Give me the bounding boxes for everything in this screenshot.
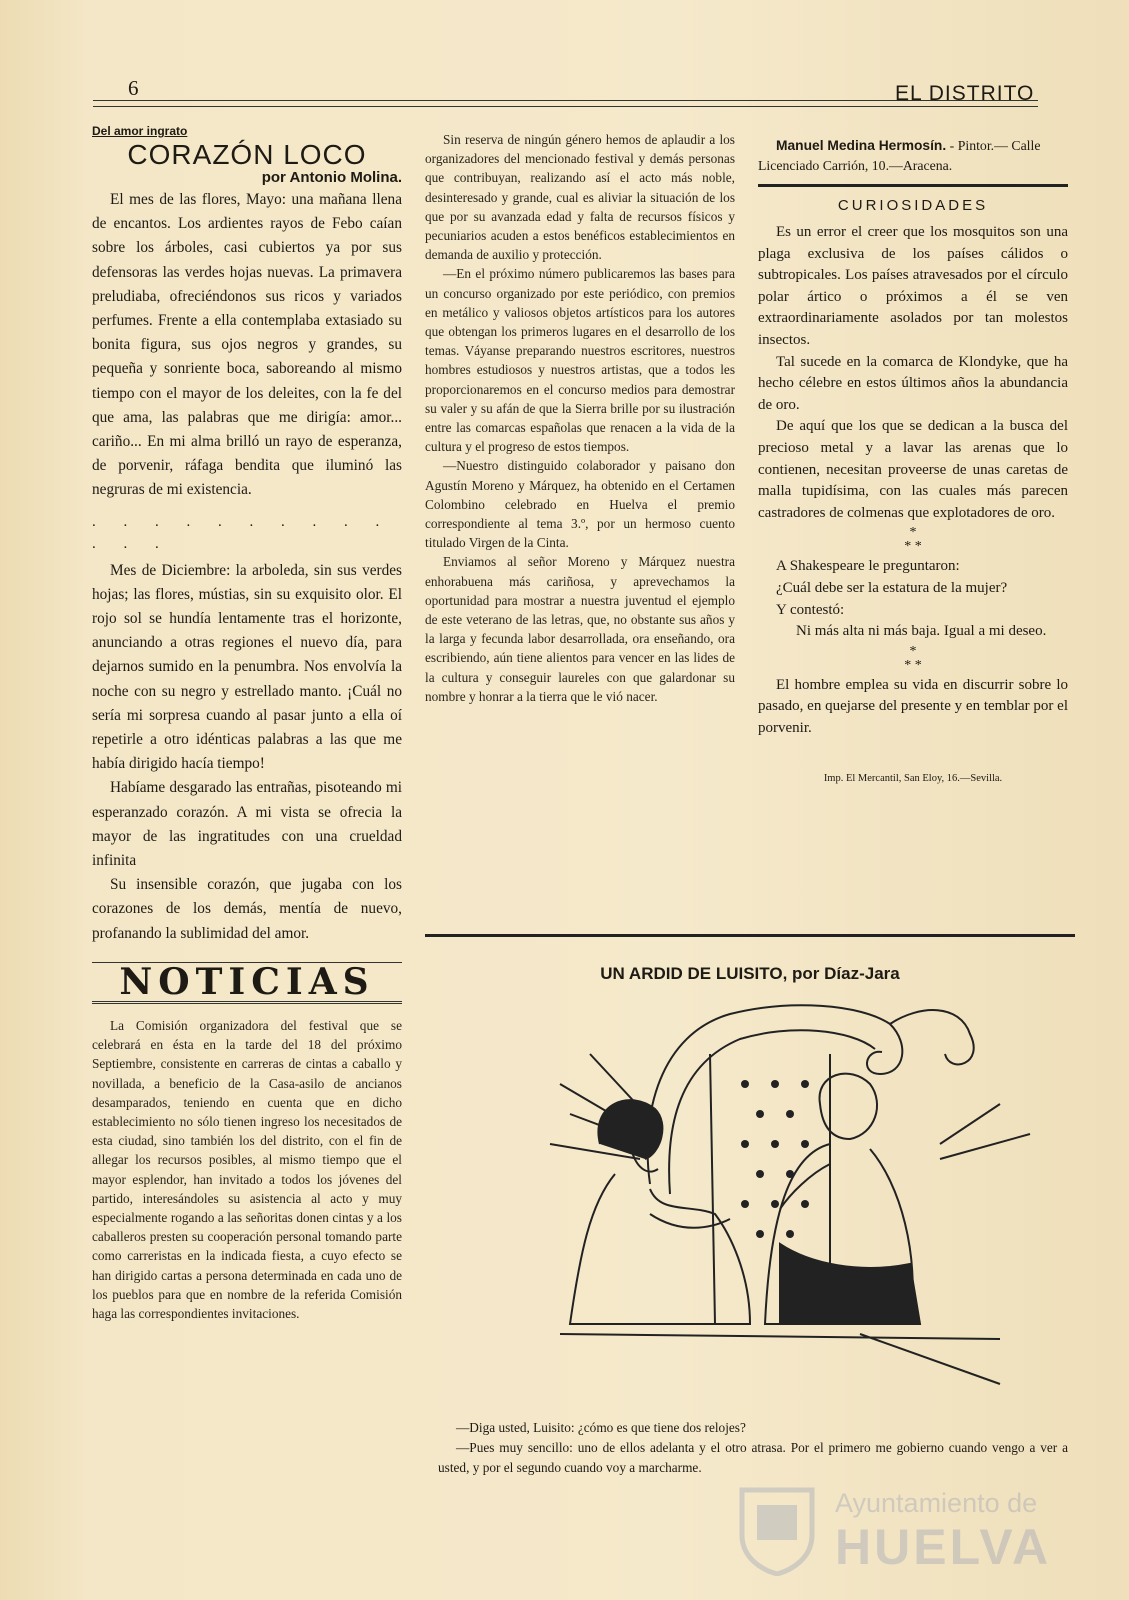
woman-hair <box>598 1100 662 1159</box>
caption-line: —Pues muy sencillo: uno de ellos adelanta y el otro atrasa. Por el primero me gobierno cuando vengo a ver a usted, y por el segundo cuando voy a marcharme. <box>438 1440 1068 1475</box>
header-rule <box>93 100 1038 107</box>
curiosity-item: Es un error el creer que los mosquitos son una plaga exclusiva de los países cálidos o subtropicales. Los países atravesados por el círculo polar ártico o próximos a él se ven extraordinariamente asolados por tan molestos insectos. <box>758 224 1068 348</box>
news-signature <box>758 136 1068 176</box>
article-paragraph: El mes de las flores, Mayo: una mañana llena de encantos. Los ardientes rayos de Febo caían sobre los árboles, casi cubiertos ya por sus defensoras las verdes hojas nuevas. La primavera preludiaba, ofreciéndonos sus ricos y variados perfumes. Frente a ella contemplaba extasiado su bonita figura, sus ojos negros y grandes, su pequeña y sonriente boca, saboreando al mismo tiempo con el mayor de los deleites, con la fe del que ama, las palabras que me dirigía: amor... cariño... En mi alma brilló un rayo de esperanza, de porvenir, ráfaga bendita que iluminó las negruras de mi existencia. <box>92 191 402 499</box>
news-paragraph: La Comisión organizadora del festival que se celebrará en ésta en la tarde del 18 del próximo Septiembre, consistente en carreras de cintas a caballo y novillada, a beneficio de la Casa-asilo de ancianos desamparados, teniendo en cuenta que en dicho establecimiento no sólo tienen ingreso los necesitados de esta ciudad, sino también los del distrito, con el fin de allegar los recursos posibles, al mismo tiempo que el mayor esplendor, han invitado a todos los jóvenes del partido, interesándoles su asistencia al acto y muy especialmente rogando a las señoritas donen cintas y a los caballeros presten su cooperación personal tomando parte como carreristas en la indicada fiesta, a cuyo efecto se han dirigido cartas a persona determinada en cada uno de los pueblos para que en nombre de la referida Comisión haga las correspondientes invitaciones. <box>92 1017 402 1321</box>
star-separator <box>758 526 1068 554</box>
watermark <box>720 1480 1060 1576</box>
article-paragraph: Su insensible corazón, que jugaba con los corazones de los demás, mentía de nuevo, profanando la sublimidad del amor. <box>92 876 402 942</box>
column-2 <box>425 130 735 706</box>
floor-line <box>560 1334 1000 1339</box>
chair-post <box>710 1054 715 1324</box>
woman-arm <box>650 1214 730 1228</box>
star-mark: * <box>909 643 917 659</box>
column-1 <box>92 124 402 1323</box>
signature-detail: - Pintor.— Calle Licenciado Carrión, 10.—Aracena. <box>758 138 1041 173</box>
article-byline: por Antonio Molina. <box>261 169 402 186</box>
chair-flowers <box>741 1080 809 1238</box>
news-paragraph: —Nuestro distinguido colaborador y paisano don Agustín Moreno y Márquez, ha obtenido en el Certamen Colombino celebrado en Huelva el premio correspondiente al tema 3.º, por un hermoso cuento titulado Virgen de la Cinta. <box>425 458 735 551</box>
shakespeare-line: A Shakespeare le preguntaron: <box>776 558 960 575</box>
star-mark: * <box>909 525 917 541</box>
shakespeare-line: Ni más alta ni más baja. Igual a mi deseo. <box>796 623 1047 640</box>
chair-frame <box>669 1030 875 1194</box>
page-number: 6 <box>128 76 139 100</box>
section-rule <box>758 184 1068 187</box>
curiosity-item: De aquí que los que se dedican a la busca del precioso metal y a lavar las arenas que lo contienen, necesitan proveerse de unas caretas de malla tupidísima, con las cuales más parecen castradores de colmenas que explotadores de oro. <box>758 418 1068 521</box>
curiosidades-heading: CURIOSIDADES <box>837 197 989 214</box>
coat-of-arms-icon <box>732 1480 822 1576</box>
shakespeare-line: ¿Cuál debe ser la estatura de la mujer? <box>776 579 1008 596</box>
article-kicker: Del amor ingrato <box>92 124 188 138</box>
star-pair: * * <box>904 539 922 555</box>
star-pair: * * <box>904 657 922 673</box>
cartoon-title: UN ARDID DE LUISITO, por Díaz-Jara <box>600 964 900 983</box>
noticias-heading: NOTICIAS <box>92 962 402 1004</box>
watermark-line1: Ayuntamiento de <box>835 1488 1038 1518</box>
article-title: CORAZÓN LOCO <box>127 139 367 170</box>
caption-line: —Diga usted, Luisito: ¿cómo es que tiene dos relojes? <box>456 1420 746 1435</box>
curiosity-item: Tal sucede en la comarca de Klondyke, que ha hecho célebre en estos últimos años la abundancia de oro. <box>758 353 1068 413</box>
publication-title: EL DISTRITO <box>895 82 1035 105</box>
man-suit <box>780 1244 920 1324</box>
signature-name: Manuel Medina Hermosín. <box>776 138 947 153</box>
star-separator <box>758 645 1068 673</box>
curiosity-item: El hombre emplea su vida en discurrir sobre lo pasado, en quejarse del presente y en temblar por el porvenir. <box>758 676 1068 736</box>
news-paragraph: Sin reserva de ningún género hemos de aplaudir a los organizadores del mencionado festival y demás personas que contribuyan, realizando así el acto más noble, desinteresado y grande, cual es aliviar la situación de los que por su avanzada edad y falta de recursos físicos y pecuniarios acuden a estos benéficos establecimientos en demanda de auxilio y protección. <box>425 132 735 263</box>
man-head <box>820 1074 878 1139</box>
chair-scroll <box>867 1024 902 1074</box>
cartoon-illustration <box>530 994 1060 1406</box>
news-paragraph: Enviamos al señor Moreno y Márquez nuestra enhorabuena más cariñosa, y aprevechamos la oportunidad para mostrar a nuestra juventud el ejemplo de este veterano de las letras, que, no obstante sus años y la larga y fecunda labor desarrollada, ora enseñando, ora escribiendo, aún tiene alientos para vencer en las lides de la cultura y conseguir laureles con que galardonar su nombre y honrar a la tierra que le vió nacer. <box>425 554 735 704</box>
article-paragraph: Mes de Diciembre: la arboleda, sin sus verdes hojas; las flores, mústias, sin su exquisito olor. El rojo sol se hundía lentamente tras el horizonte, anunciando a otras regiones el nuevo día, para dejarnos sumido en la penumbra. Nos envolvía la noche con su negro y estrellado manto. ¡Cuál no sería mi sorpresa cuando al pasar junto a ella oí repetirle a otro idénticas palabras a las que me había dirigido hacía tiempo! <box>92 561 402 773</box>
cartoon-caption <box>438 1418 1068 1478</box>
article-paragraph: Habíame desgarado las entrañas, pisoteando mi esperanzado corazón. A mi vista se ofrecia la mayor de las ingratitudes con una crueldad infinita <box>92 779 402 870</box>
imprint: Imp. El Mercantil, San Eloy, 16.—Sevilla. <box>823 773 1003 785</box>
news-paragraph: —En el próximo número publicaremos las bases para un concurso organizado por este periódico, con premios en metálico y valiosos objetos artísticos para los autores que obtengan los primeros lugares en el desarrollo de los temas. Váyanse preparando nuestros escritores, nuestros hombres estudiosos y nuestros artistas, que a todos les proporcionaremos en el concurso medios para demostrar su valer y su afán de que la Sierra brille por su ilustración entre las comarcas españolas que renacen a la vida de la cultura y el progreso de estos tiempos. <box>425 266 735 455</box>
column-3 <box>758 130 1068 784</box>
chair-frame <box>648 1005 974 1184</box>
shakespeare-line: Y contestó: <box>776 601 845 618</box>
woman-body <box>570 1174 750 1324</box>
cane <box>860 1334 1000 1384</box>
article-separator: . . . . . . . . . . . . . <box>92 513 392 552</box>
cartoon-top-rule <box>425 934 1075 937</box>
watermark-line2: HUELVA <box>835 1519 1052 1575</box>
